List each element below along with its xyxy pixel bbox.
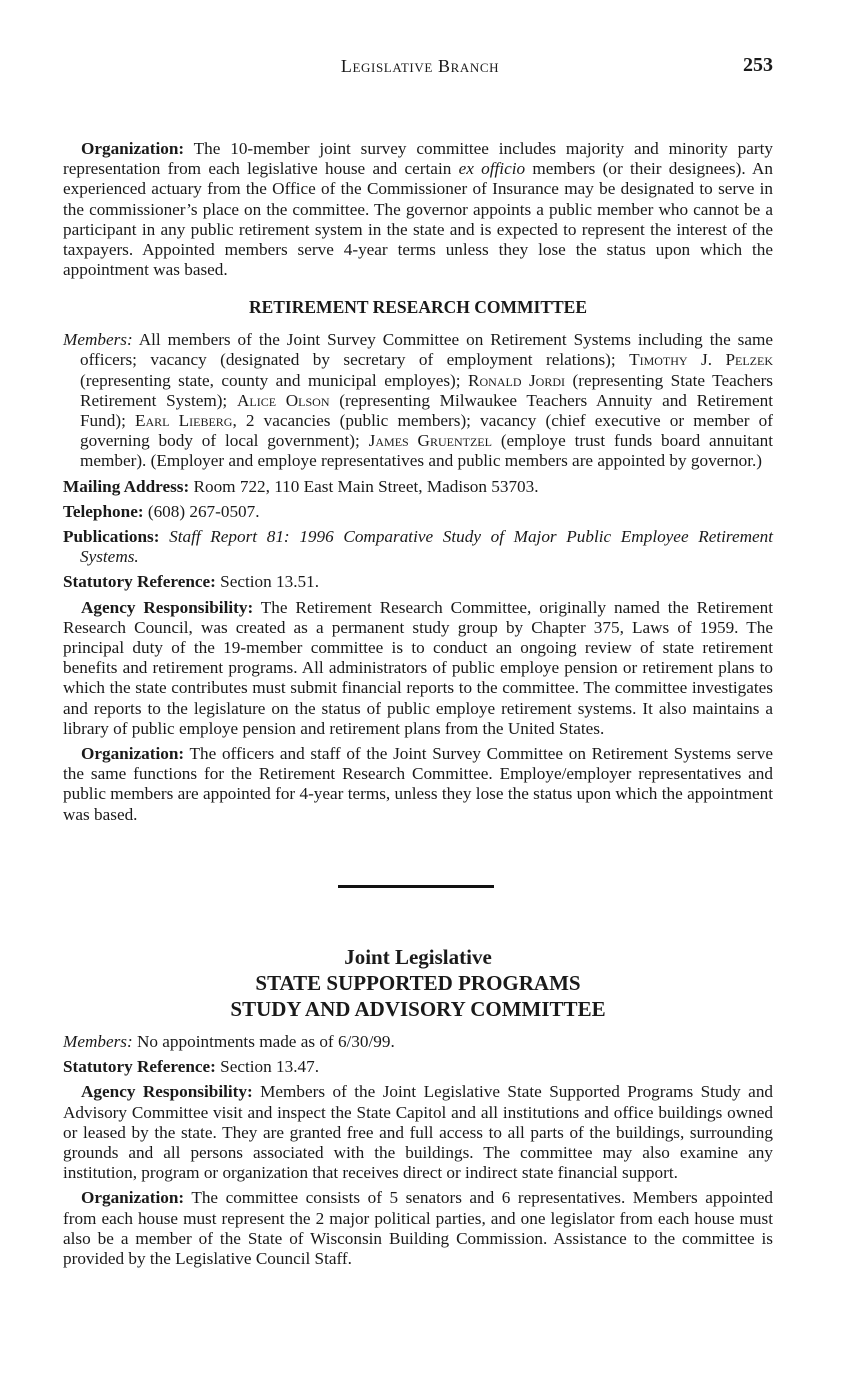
- rrc-members: [63, 330, 773, 471]
- retirement-research-committee-section: [63, 297, 773, 825]
- sspsac-members: [63, 1032, 773, 1052]
- agency-responsibility-label: Agency Responsibility:: [81, 597, 254, 617]
- sspsac-heading-line-3: STUDY AND ADVISORY COMMITTEE: [230, 997, 606, 1021]
- rrc-members-text-3: (representing State Teachers Retirement System);: [80, 370, 773, 410]
- page-number: 253: [743, 54, 773, 76]
- rrc-organization: [63, 744, 773, 825]
- publications-value: Staff Report 81: 1996 Comparative Study of Major Public Employee Retirement Systems.: [80, 527, 773, 567]
- divider-rule: [338, 885, 494, 888]
- rrc-members-text-1: All members of the Joint Survey Committee on Retirement Systems including the same officers; vacancy (designated by secretary of employment relations);: [80, 330, 773, 370]
- agency-responsibility-text: The Retirement Research Committee, originally named the Retirement Research Council, was created as a permanent study group by Chapter 375, Laws of 1959. The principal duty of the 19-member committee is to conduct an ongoing review of state retirement benefits and retirement programs. All administrators of public employe pension or retirement plans to which the state contributes must submit financial reports to the committee. The committee investigates and reports to the legislature on the status of public employe retirement systems. It also maintains a library of public employe pension and retirement plans from the United States.: [63, 597, 773, 738]
- rrc-publications: [63, 527, 773, 567]
- rrc-members-text-2: (representing state, county and municipal employes);: [80, 370, 469, 390]
- intro-organization-em: ex officio: [458, 159, 526, 179]
- organization-text: The officers and staff of the Joint Survey Committee on Retirement Systems serve the same functions for the Retirement Research Committee. Employe/employer representatives and public members are appointed for 4-year terms, unless they lose the status upon which the appointment was based.: [63, 744, 773, 824]
- rrc-members-label: Members:: [63, 330, 133, 350]
- section-divider: [338, 885, 494, 888]
- organization-text: The committee consists of 5 senators and 6 representatives. Members appointed from each house must represent the 2 major political parties, and one legislator from each house must also be a member of the State of Wisconsin Building Commission. Assistance to the committee is provided by the Legislative Council Staff.: [63, 1188, 773, 1269]
- rrc-statutory-reference: [63, 572, 773, 592]
- organization-label: Organization:: [81, 744, 185, 764]
- sspsac-heading-line-1: Joint Legislative: [344, 945, 492, 969]
- statutory-reference-value: Section 13.47.: [215, 1057, 319, 1077]
- member-name: Timothy J. Pelzek: [629, 350, 773, 370]
- intro-organization-text-2: members (or their designees). An experienced actuary from the Office of the Commissioner of Insurance may be designated to serve in the commissioner’s place on the committee. The governor appoints a public member who cannot be a participant in any public retirement system in the state and is expected to represent the interest of the taxpayers. Appointed members serve 4-year terms unless they lose the status upon which the appointment was based.: [63, 159, 773, 280]
- agency-responsibility-text: Members of the Joint Legislative State Supported Programs Study and Advisory Committee visit and inspect the State Capitol and all institutions and office buildings owned or leased by the state. They are granted free and full access to all parts of the buildings, surrounding grounds and all persons associated with the buildings. The committee may also examine any institution, program or organization that receives direct or indirect state financial support.: [63, 1082, 774, 1183]
- telephone-value: (608) 267-0507.: [143, 501, 260, 521]
- rrc-heading: RETIREMENT RESEARCH COMMITTEE: [248, 297, 588, 317]
- rrc-members-text-5: , 2 vacancies (public members); vacancy (chief executive or member of governing body of local government);: [80, 411, 774, 451]
- intro-organization-section: [63, 139, 773, 280]
- member-name: Ronald Jordi: [468, 370, 566, 390]
- sspsac-agency-responsibility: [63, 1082, 773, 1183]
- mailing-address-label: Mailing Address:: [63, 476, 190, 496]
- rrc-members-text-6: (employe trust funds board annuitant member). (Employer and employe representatives and public members are appointed by governor.): [80, 431, 773, 471]
- agency-responsibility-label: Agency Responsibility:: [81, 1082, 253, 1102]
- telephone-label: Telephone:: [63, 501, 144, 521]
- statutory-reference-value: Section 13.51.: [215, 572, 319, 592]
- intro-organization-paragraph: [63, 139, 773, 280]
- sspsac-heading-line-2: STATE SUPPORTED PROGRAMS: [255, 971, 581, 995]
- statutory-reference-label: Statutory Reference:: [63, 1057, 216, 1077]
- statutory-reference-label: Statutory Reference:: [63, 572, 216, 592]
- publications-label: Publications:: [63, 527, 160, 547]
- sspsac-organization: [63, 1188, 773, 1269]
- rrc-telephone: [63, 502, 773, 522]
- rrc-agency-responsibility: [63, 598, 773, 739]
- sspsac-statutory-reference: [63, 1057, 773, 1077]
- intro-organization-text-1: The 10-member joint survey committee includes majority and minority party representation from each legislative house and certain: [63, 139, 773, 179]
- running-header: [0, 56, 859, 82]
- mailing-address-value: Room 722, 110 East Main Street, Madison 53703.: [189, 476, 539, 496]
- sspsac-members-label: Members:: [63, 1032, 133, 1051]
- running-head-title: Legislative Branch: [340, 56, 500, 76]
- intro-organization-label: Organization:: [81, 139, 185, 158]
- member-name: Alice Olson: [236, 390, 330, 410]
- rrc-mailing-address: [63, 477, 773, 497]
- state-supported-programs-section: [63, 944, 773, 1269]
- rrc-members-text-4: (representing Milwaukee Teachers Annuity and Retirement Fund);: [80, 390, 773, 431]
- member-name: Earl Lieberg: [135, 411, 233, 431]
- sspsac-members-value: No appointments made as of 6/30/99.: [132, 1032, 395, 1051]
- member-name: James Gruentzel: [368, 431, 492, 451]
- organization-label: Organization:: [81, 1188, 185, 1208]
